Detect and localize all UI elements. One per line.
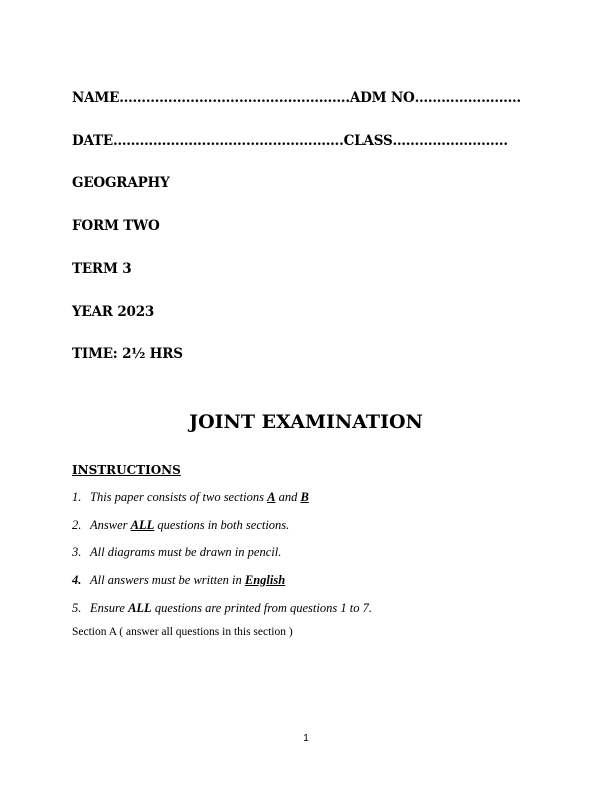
section-note: Section A ( answer all questions in this section ) — [72, 626, 293, 638]
exam-title: JOINT EXAMINATION — [189, 411, 423, 433]
item-text: questions in both sections. — [154, 518, 290, 532]
emphasis: English — [244, 573, 286, 587]
year: YEAR 2023 — [72, 304, 155, 320]
emphasis: ALL — [130, 518, 155, 532]
form: FORM TWO — [72, 218, 160, 234]
emphasis: A — [267, 490, 276, 504]
instruction-item-3 — [72, 545, 281, 560]
item-number: 3. — [72, 545, 82, 559]
instruction-item-5 — [72, 601, 372, 616]
item-text: and — [275, 490, 301, 504]
item-number: 1. — [72, 490, 82, 504]
item-number: 5. — [72, 601, 82, 615]
item-text: Ensure — [90, 601, 129, 615]
item-text: Answer — [90, 518, 131, 532]
emphasis: ALL — [128, 601, 152, 615]
name-adm-line: NAME…………………………………………….ADM NO…………………… — [72, 90, 521, 106]
instruction-item-2 — [72, 518, 289, 533]
item-text: All answers must be written in — [90, 573, 245, 587]
item-number: 4. — [72, 573, 82, 587]
instructions-heading: INSTRUCTIONS — [72, 463, 181, 477]
item-number: 2. — [72, 518, 82, 532]
term: TERM 3 — [72, 261, 132, 277]
subject: GEOGRAPHY — [72, 175, 170, 191]
item-text: This paper consists of two sections — [90, 490, 268, 504]
instruction-item-1 — [72, 490, 309, 505]
item-text: All diagrams must be drawn in pencil. — [90, 545, 282, 559]
emphasis: B — [300, 490, 309, 504]
item-text: questions are printed from questions 1 to 7. — [151, 601, 372, 615]
time: TIME: 2½ HRS — [72, 346, 183, 362]
page-number: 1 — [303, 733, 309, 744]
date-class-line: DATE…………………………………………….CLASS…………………….. — [72, 133, 508, 149]
instruction-item-4 — [72, 573, 285, 588]
